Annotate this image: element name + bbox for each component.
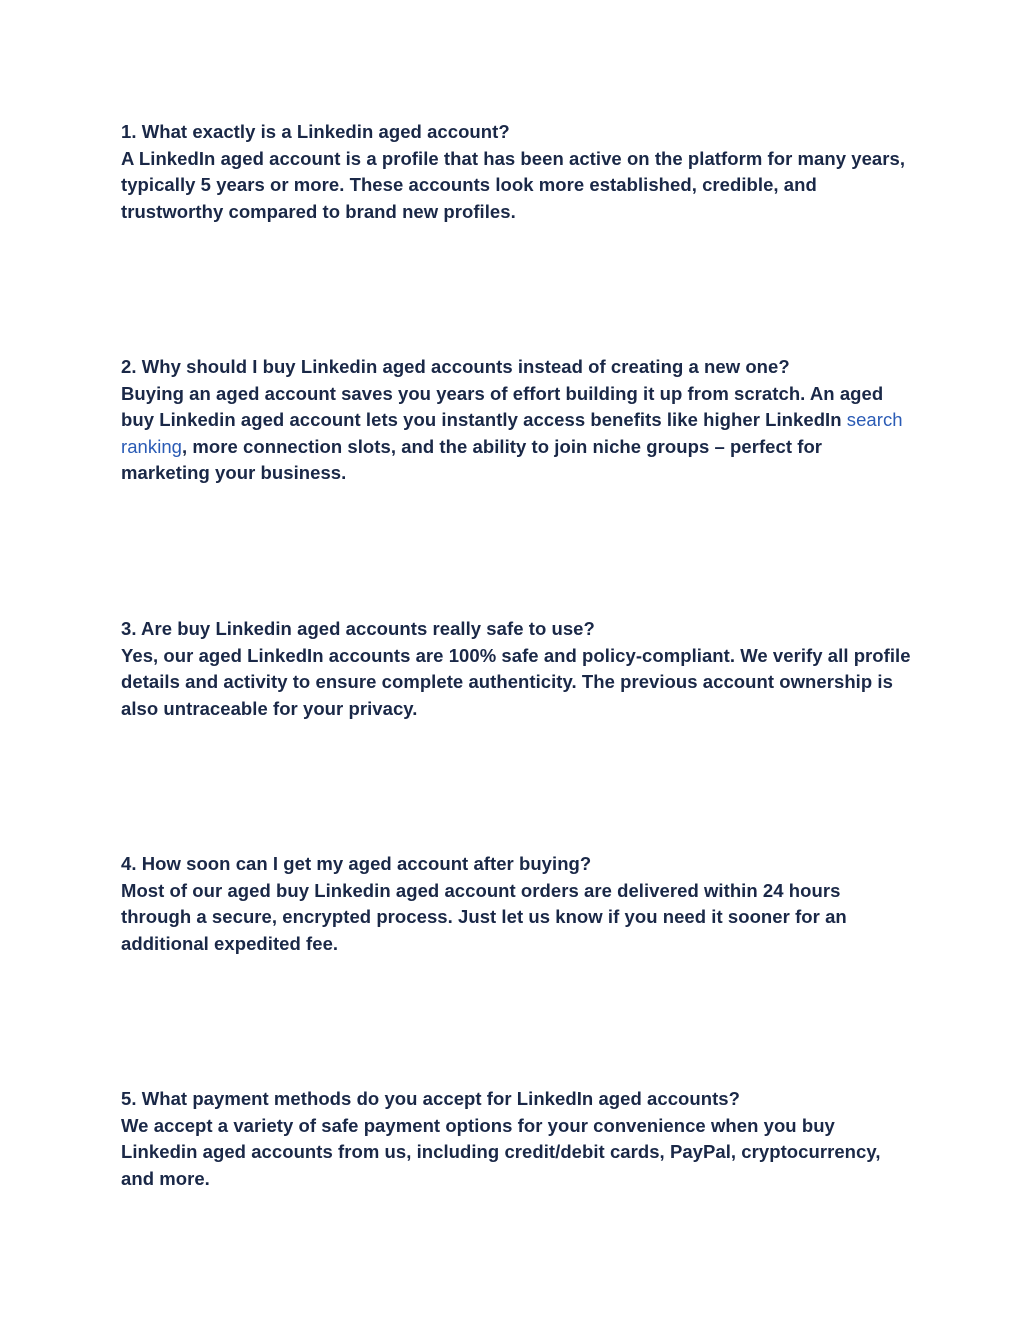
- faq-answer-2-part-1: Buying an aged account saves you years of effort building it up from scratch. An aged buy Linkedin aged account lets you instantly access benefits like higher LinkedIn: [121, 382, 884, 430]
- faq-question-5: 5. What payment methods do you accept for LinkedIn aged accounts?: [121, 1088, 740, 1109]
- faq-answer-1: A LinkedIn aged account is a profile that has been active on the platform for many years, typically 5 years or more. These accounts look more established, credible, and trustworthy compared to brand new profiles.: [121, 147, 906, 222]
- faq-answer-5: We accept a variety of safe payment options for your convenience when you buy Linkedin aged accounts from us, including credit/debit cards, PayPal, cryptocurrency, and more.: [121, 1114, 881, 1189]
- faq-item-2: [121, 354, 911, 487]
- search-ranking-link[interactable]: search ranking: [121, 409, 903, 457]
- faq-item-4: [121, 851, 911, 957]
- faq-question-4: 4. How soon can I get my aged account after buying?: [121, 853, 592, 874]
- faq-item-5: [121, 1086, 911, 1192]
- faq-question-1: 1. What exactly is a Linkedin aged account?: [121, 121, 510, 142]
- faq-answer-2: [121, 381, 911, 487]
- faq-answer-3: Yes, our aged LinkedIn accounts are 100% safe and policy-compliant. We verify all profile details and activity to ensure complete authenticity. The previous account ownership is also untraceable for your privacy.: [121, 644, 911, 719]
- faq-question-2: 2. Why should I buy Linkedin aged accounts instead of creating a new one?: [121, 356, 790, 377]
- faq-question-3: 3. Are buy Linkedin aged accounts really safe to use?: [121, 618, 595, 639]
- faq-item-1: [121, 119, 911, 225]
- faq-answer-4: Most of our aged buy Linkedin aged account orders are delivered within 24 hours through a secure, encrypted process. Just let us know if you need it sooner for an additional expedited fee.: [121, 879, 847, 954]
- faq-item-3: [121, 616, 911, 722]
- faq-answer-2-part-2: , more connection slots, and the ability to join niche groups – perfect for marketing your business.: [121, 435, 823, 483]
